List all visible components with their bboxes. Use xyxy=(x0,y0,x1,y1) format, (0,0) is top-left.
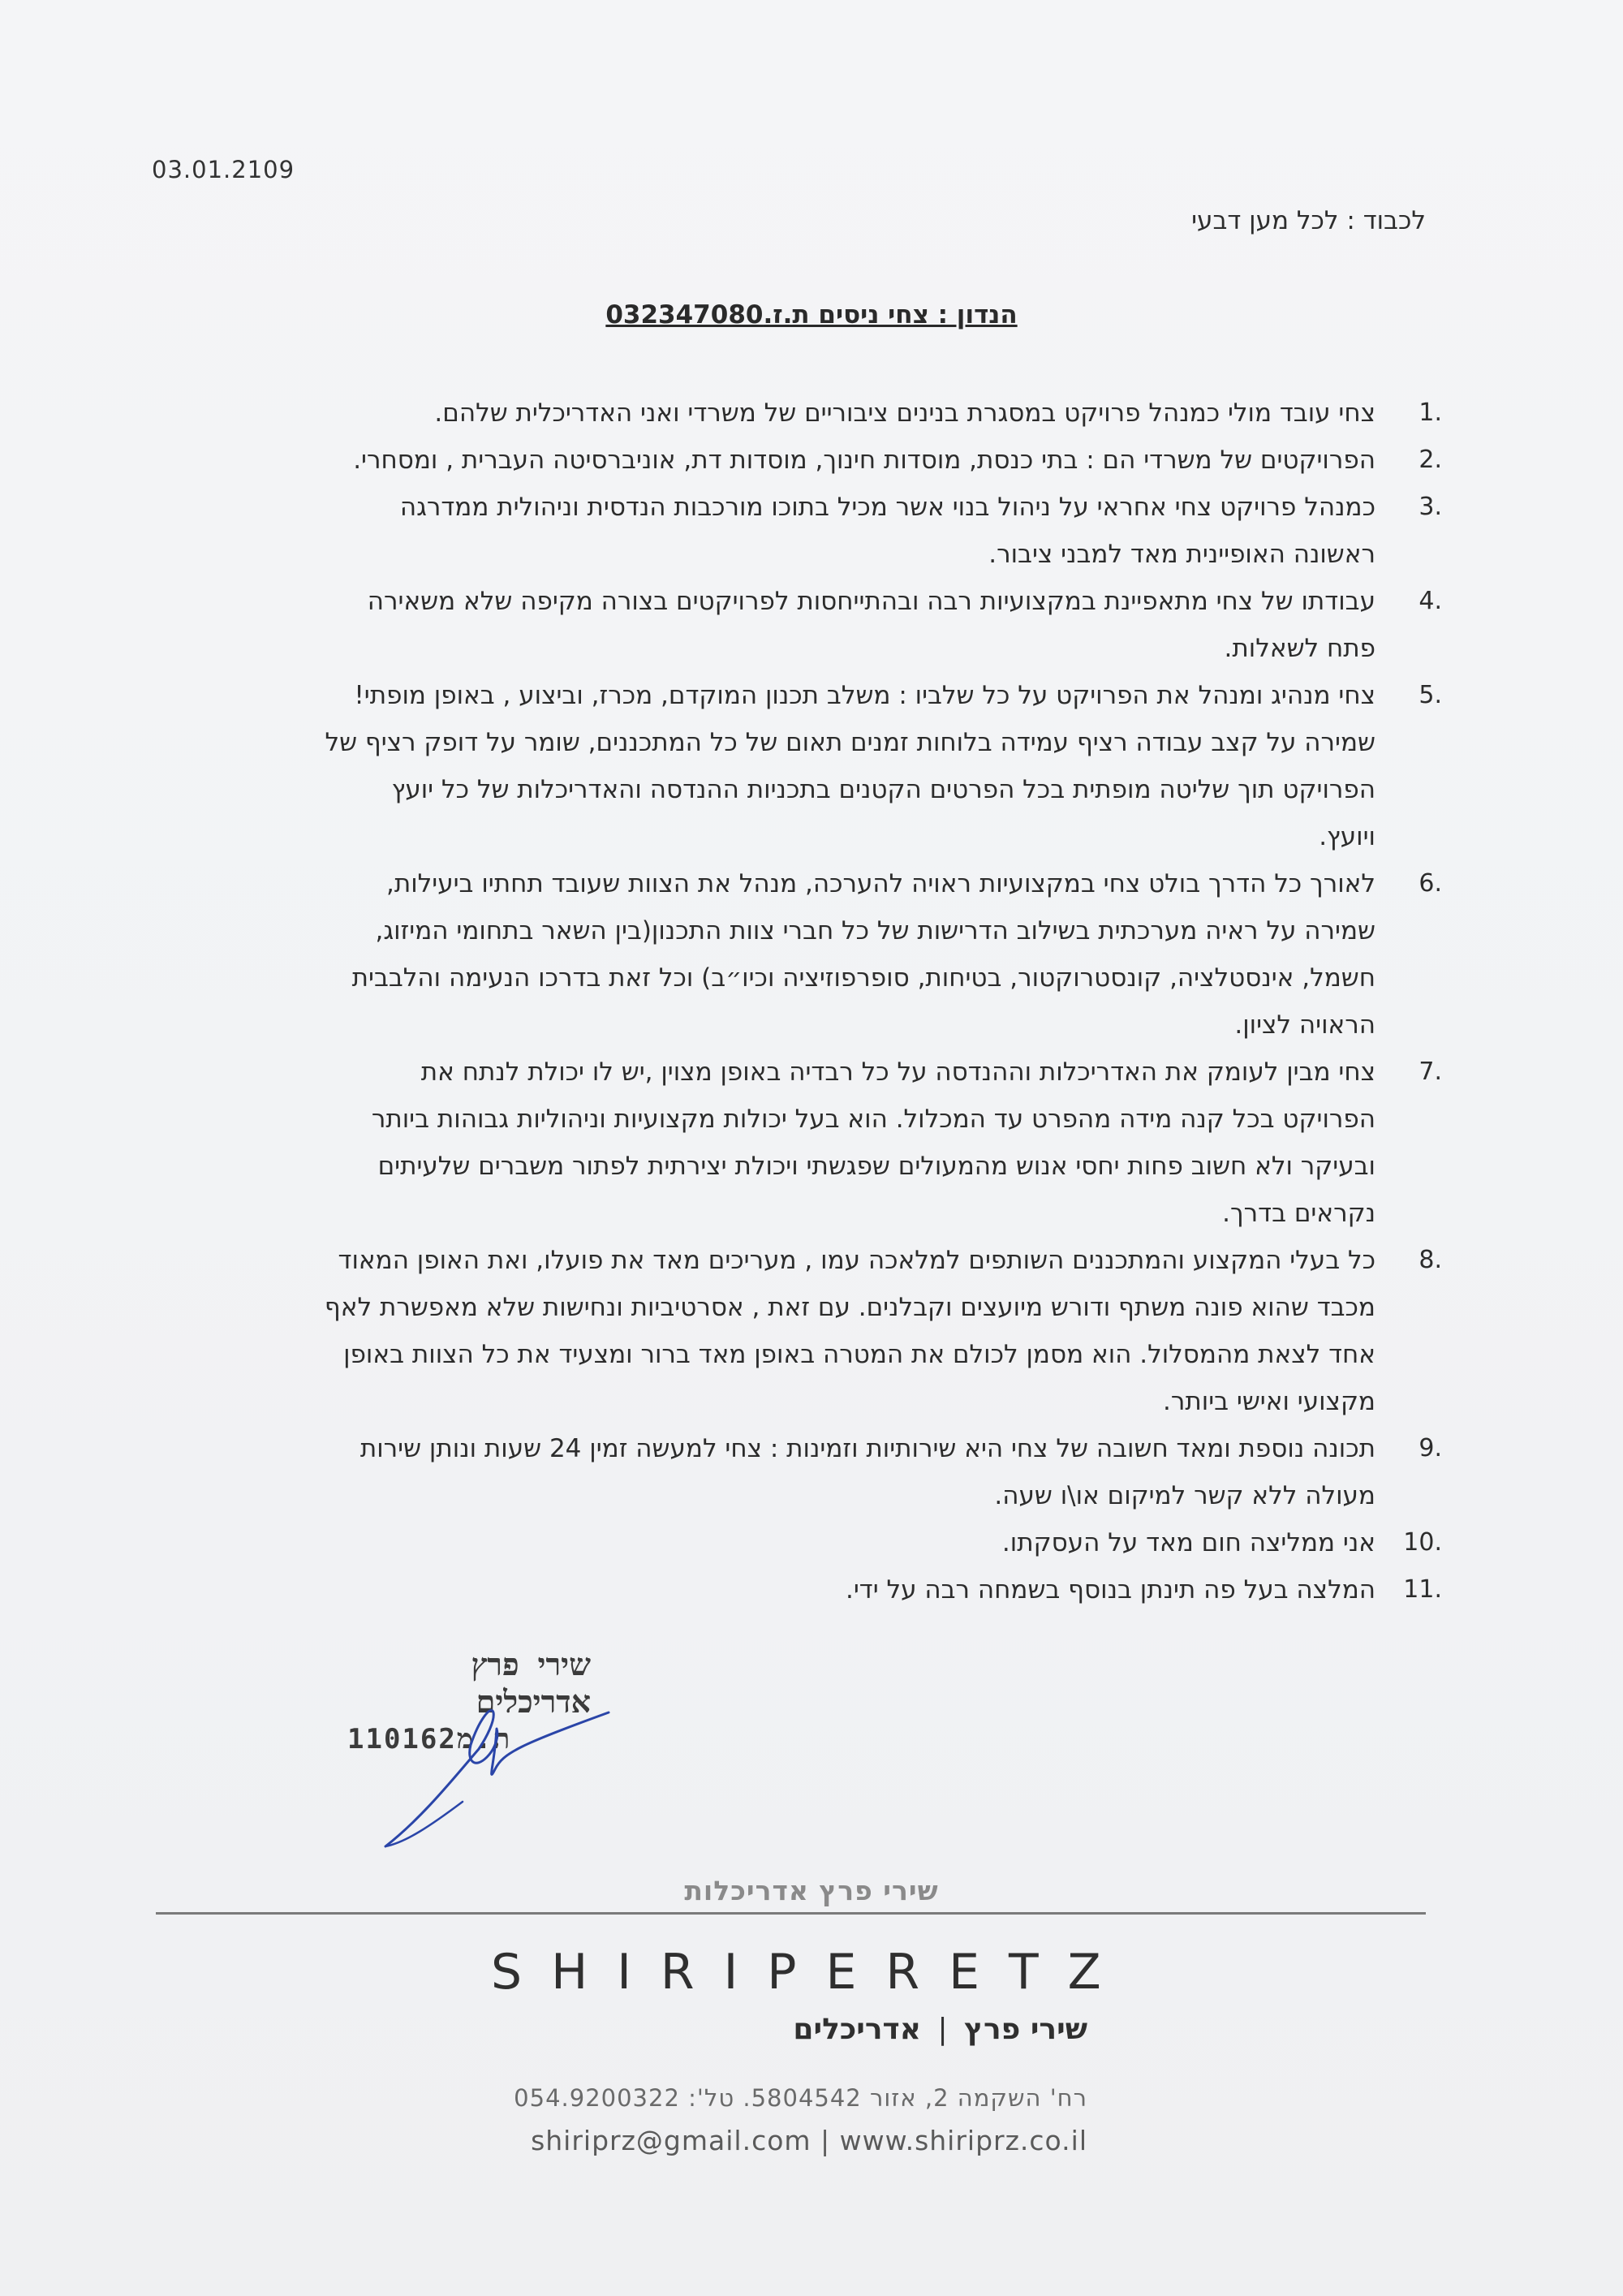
list-item-number: 9. xyxy=(1419,1434,1442,1462)
list-item-number: 6. xyxy=(1419,869,1442,898)
footer-contact: shiriprz@gmail.com | www.shiriprz.co.il xyxy=(531,2125,1087,2156)
list-item-line: כל בעלי המקצוע והמתכננים השותפים למלאכה עמו , מעריכים מאד את פועלו, ואת האופן המאוד xyxy=(338,1246,1375,1275)
list-item xyxy=(134,437,1442,484)
logo-hebrew-line xyxy=(793,2013,1087,2046)
list-item-line: מקצועי ואישי ביותר. xyxy=(1163,1387,1375,1416)
list-item-number: 8. xyxy=(1419,1246,1442,1274)
recommendation-list xyxy=(134,390,1442,1613)
list-item-line: שמירה על ראיה מערכתית בשילוב הדרישות של כל חברי צוות התכנון(בין השאר בתחומי המיזוג, xyxy=(375,916,1375,946)
handwritten-signature xyxy=(373,1672,617,1859)
list-item-line: ראשונה האופיינית מאד למבני ציבור. xyxy=(988,540,1375,569)
list-item-line: שמירה על קצב עבודה רציף עמידה בלוחות זמנים תאום של כל המתכננים, שומר על דופק רציף של xyxy=(325,728,1375,757)
list-item xyxy=(134,1566,1442,1613)
list-item-line: צחי עובד מולי כמנהל פרויקט במסגרת בנינים ציבוריים של משרדי ואני האדריכלית שלהם. xyxy=(434,398,1375,428)
list-item-line: חשמל, אינסטלציה, קונסטרוקטור, בטיחות, סופרפוזיציה וכיו״ב) וכל זאת בדרכו הנעימה והלבבית xyxy=(351,963,1375,993)
logo-wordmark: SHIRIPERETZ xyxy=(491,1944,1130,2001)
list-item-number: 3. xyxy=(1419,493,1442,521)
stamp-license: 110162ת.מ xyxy=(347,1723,512,1755)
footer-divider xyxy=(156,1912,1426,1915)
list-item-line: לאורך כל הדרך בולט צחי במקצועיות ראויה להערכה, מנהל את הצוות שעובד תחתיו ביעילות, xyxy=(385,869,1375,898)
list-item-line: אחד לצאת מהמסלול. הוא מסמן לכולם את המטרה באופן מאד ברור ומצעיד את כל הצוות באופן xyxy=(343,1340,1375,1369)
logo-hebrew-name: שירי פרץ xyxy=(964,2013,1087,2046)
list-item xyxy=(134,484,1442,578)
list-item-number: 2. xyxy=(1419,446,1442,474)
list-item-line: הפרויקט תוך שליטה מופתית בכל הפרטים הקטנים בתכניות ההנדסה והאדריכלות של כל יועץ xyxy=(391,775,1375,804)
stamp-title: אדריכלים xyxy=(476,1684,591,1720)
list-item-line: ויועץ. xyxy=(1319,822,1375,851)
list-item-number: 5. xyxy=(1419,681,1442,709)
list-item-number: 11. xyxy=(1403,1575,1442,1604)
list-item-line: פתח לשאלות. xyxy=(1224,634,1375,663)
list-item-line: הפרויקט בכל קנה מידה מהפרט עד המכלול. הוא בעל יכולות מקצועיות וניהוליות גבוהות ביותר xyxy=(371,1105,1375,1134)
list-item-number: 4. xyxy=(1419,587,1442,615)
footer-company-name: שירי פרץ אדריכלות xyxy=(684,1875,939,1906)
list-item-line: הפרויקטים של משרדי הם : בתי כנסת, מוסדות חינוך, מוסדות דת, אוניברסיטה העברית , ומסחרי. xyxy=(353,446,1375,475)
list-item-line: תכונה נוספת ומאד חשובה של צחי היא שירותיות וזמינות : צחי למעשה זמין 24 שעות ונותן שירות xyxy=(359,1434,1375,1463)
list-item-number: 10. xyxy=(1403,1528,1442,1557)
stamp-name: שירי פרץ xyxy=(471,1647,591,1682)
list-item-number: 1. xyxy=(1419,398,1442,427)
list-item-line: ובעיקר ולא חשוב פחות יחסי אנוש מהמעולים שפגשתי ויכולת יצירתית לפתור משברים שלעיתים xyxy=(377,1152,1375,1181)
list-item-line: צחי מנהיג ומנהל את הפרויקט על כל שלביו : משלב תכנון המוקדם, מכרז, וביצוע , באופן מופתי! xyxy=(354,681,1375,710)
list-item-line: מכבד שהוא פונה משתף ודורש מיועצים וקבלנים. עם זאת , אסרטיביות ונחישות שלא מאפשרת לאף xyxy=(324,1293,1375,1322)
list-item-line: מעולה ללא קשר למיקום או\ו שעה. xyxy=(994,1481,1375,1510)
list-item-line: אני ממליצה חום מאד על העסקתו. xyxy=(1001,1528,1375,1557)
list-item-line: המלצה בעל פה תינתן בנוסף בשמחה רבה על ידי. xyxy=(845,1575,1375,1605)
logo-hebrew-profession: אדריכלים xyxy=(793,2013,921,2046)
footer-address: רח' השקמה 2, אזור 5804542. טל': 054.9200322 xyxy=(514,2084,1087,2112)
list-item xyxy=(134,1519,1442,1566)
logo-separator: | xyxy=(937,2013,948,2046)
letter-date: 03.01.2109 xyxy=(152,156,295,183)
list-item-line: נקראים בדרך. xyxy=(1222,1199,1375,1228)
list-item xyxy=(134,860,1442,1049)
list-item-line: כמנהל פרויקט צחי אחראי על ניהול בנוי אשר מכיל בתוכו מורכבות הנדסית וניהולית ממדרגה xyxy=(399,493,1375,522)
list-item-line: עבודתו של צחי מתאפיינת במקצועיות רבה ובהתייחסות לפרויקטים בצורה מקיפה שלא משאירה xyxy=(367,587,1375,616)
list-item xyxy=(134,390,1442,437)
list-item xyxy=(134,578,1442,672)
letter-subject: הנדון : צחי ניסים ת.ז.032347080 xyxy=(605,300,1018,330)
list-item-number: 7. xyxy=(1419,1058,1442,1086)
list-item-line: צחי מבין לעומק את האדריכלות וההנדסה על כל רבדיה באופן מצוין ,יש לו יכולת לנתח את xyxy=(420,1058,1375,1087)
list-item-line: הראויה לציון. xyxy=(1234,1010,1375,1040)
letter-recipient: לכבוד : לכל מען דבעי xyxy=(1191,206,1426,235)
list-item xyxy=(134,1237,1442,1425)
list-item xyxy=(134,672,1442,860)
list-item xyxy=(134,1425,1442,1519)
list-item xyxy=(134,1049,1442,1237)
